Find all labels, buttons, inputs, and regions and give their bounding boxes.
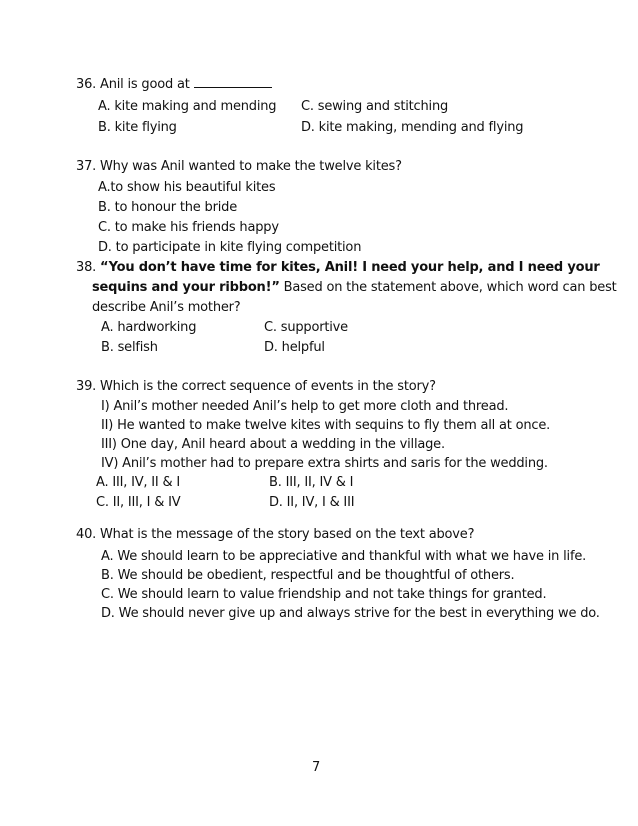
q39-option-c: C. II, III, I & IV bbox=[96, 495, 181, 510]
answer-blank bbox=[194, 76, 272, 88]
q38-quote-line1: “You don’t have time for kites, Anil! I need your help, and I need your bbox=[100, 260, 600, 275]
q36-option-b: B. kite flying bbox=[98, 120, 177, 135]
q40-option-b: B. We should be obedient, respectful and be thoughtful of others. bbox=[101, 568, 515, 583]
q38-after-quote: Based on the statement above, which word can best bbox=[279, 280, 617, 295]
q37-stem: 37. Why was Anil wanted to make the twelve kites? bbox=[76, 159, 402, 174]
q37-option-b: B. to honour the bride bbox=[98, 200, 237, 215]
q36-option-d: D. kite making, mending and flying bbox=[301, 120, 524, 135]
q40-option-c: C. We should learn to value friendship and not take things for granted. bbox=[101, 587, 547, 602]
q38-line3: describe Anil’s mother? bbox=[92, 300, 241, 315]
q39-event-2: II) He wanted to make twelve kites with sequins to fly them all at once. bbox=[101, 418, 551, 433]
q38-option-d: D. helpful bbox=[264, 340, 325, 355]
q39-stem: 39. Which is the correct sequence of events in the story? bbox=[76, 379, 436, 394]
q37-option-d: D. to participate in kite flying competition bbox=[98, 240, 362, 255]
q39-event-1: I) Anil’s mother needed Anil’s help to get more cloth and thread. bbox=[101, 399, 509, 414]
q39-option-a: A. III, IV, II & I bbox=[96, 475, 180, 490]
q37-option-c: C. to make his friends happy bbox=[98, 220, 279, 235]
q38-line2 bbox=[92, 279, 617, 296]
q38-option-b: B. selfish bbox=[101, 340, 158, 355]
q39-event-3: III) One day, Anil heard about a wedding in the village. bbox=[101, 437, 445, 452]
q36-stem-text: 36. Anil is good at bbox=[76, 77, 190, 92]
q39-event-4: IV) Anil’s mother had to prepare extra shirts and saris for the wedding. bbox=[101, 456, 548, 471]
q40-stem: 40. What is the message of the story based on the text above? bbox=[76, 527, 475, 542]
q37-option-a: A.to show his beautiful kites bbox=[98, 180, 276, 195]
q38-option-c: C. supportive bbox=[264, 320, 348, 335]
q36-stem bbox=[76, 76, 272, 93]
q38-line1 bbox=[76, 259, 600, 276]
q40-option-a: A. We should learn to be appreciative and thankful with what we have in life. bbox=[101, 549, 587, 564]
q39-option-d: D. II, IV, I & III bbox=[269, 495, 355, 510]
q38-number: 38. bbox=[76, 260, 97, 275]
q38-quote-line2: sequins and your ribbon!” bbox=[92, 280, 280, 295]
q38-option-a: A. hardworking bbox=[101, 320, 197, 335]
q36-option-c: C. sewing and stitching bbox=[301, 99, 449, 114]
q40-option-d: D. We should never give up and always strive for the best in everything we do. bbox=[101, 606, 600, 621]
q39-option-b: B. III, II, IV & I bbox=[269, 475, 354, 490]
q36-option-a: A. kite making and mending bbox=[98, 99, 277, 114]
page-number: 7 bbox=[312, 760, 321, 775]
